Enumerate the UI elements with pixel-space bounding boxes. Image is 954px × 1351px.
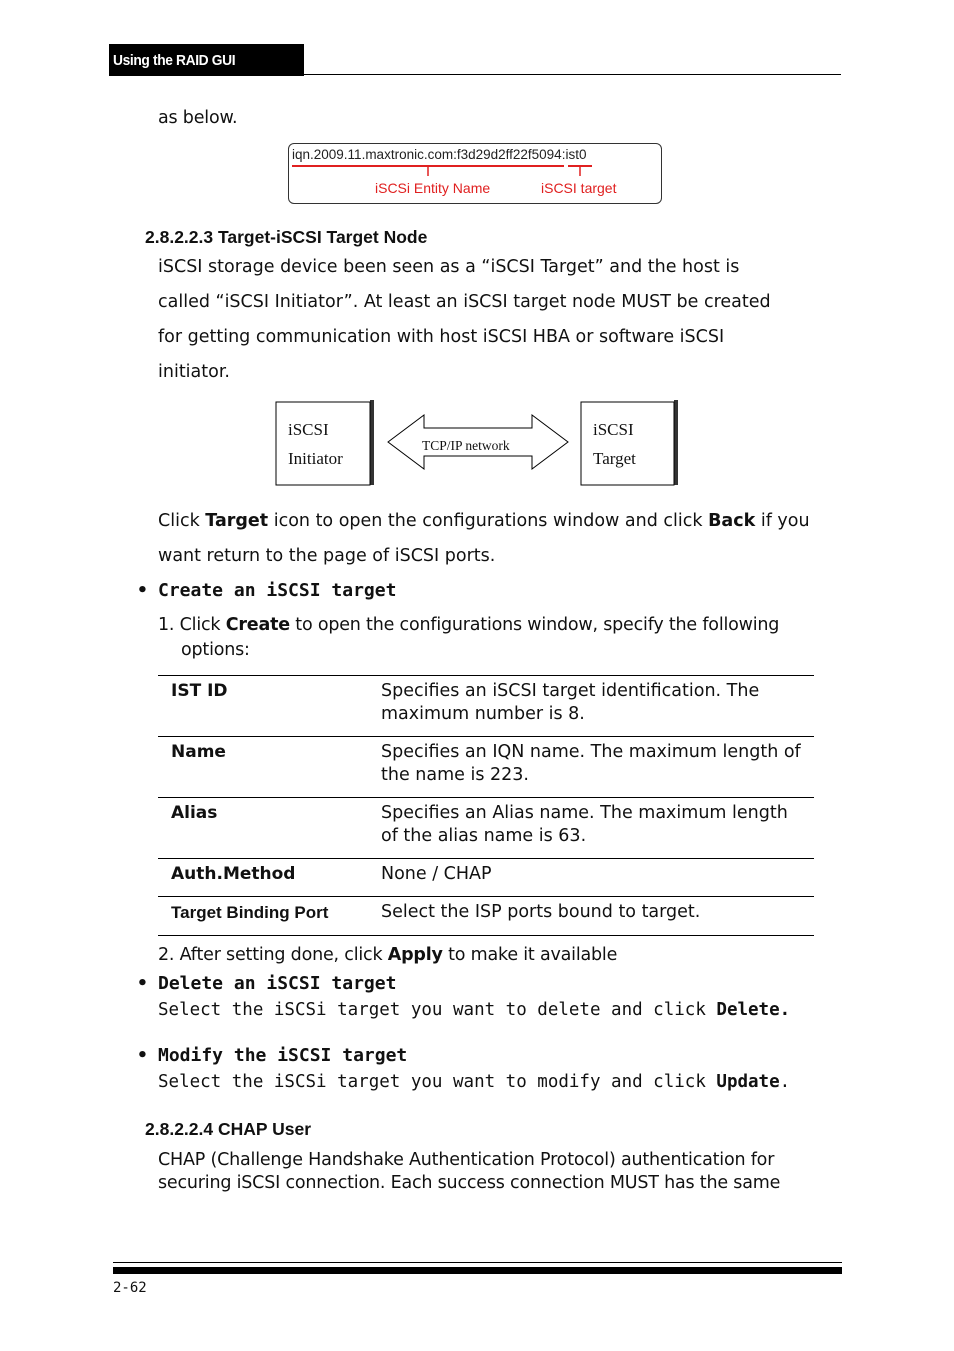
delete-text [158,1000,790,1020]
page-number: 2-62 [113,1280,147,1296]
delete-bullet-title: Delete an iSCSI target [158,973,397,994]
footer-rule-thick [113,1267,842,1274]
intro-text: as below. [158,108,238,128]
bullet-dot: • [137,973,148,994]
click-text: icon to open the configurations window and click [268,511,709,531]
step-text: 2. After setting done, click [158,945,388,965]
chap-paragraph [158,1149,848,1195]
modify-tail: . [779,1072,791,1092]
section-2823-paragraph [158,250,848,390]
header-title: Using the RAID GUI [113,52,236,69]
target-label [593,415,636,473]
option-key: Alias [158,798,381,859]
para-line: iSCSI storage device been seen as a “iSCSI Target” and the host is [158,257,740,277]
option-key: Target Binding Port [158,897,381,936]
header-tab [109,44,304,76]
table-row [158,798,814,859]
click-text: if you [755,511,810,531]
iqn-label-target: iSCSI target [541,180,617,196]
initiator-label [288,415,343,473]
apply-keyword: Apply [387,945,443,965]
step-text: 1. Click [158,615,226,635]
table-row [158,897,814,936]
create-bullet-title: Create an iSCSI target [158,580,397,601]
step-text: to open the configurations window, specify the following [289,615,780,635]
bullet-dot: • [137,580,148,601]
footer-rule-thin [113,1262,842,1263]
iqn-label-entity: iSCSi Entity Name [375,180,491,196]
delete-sentence: Select the iSCSi target you want to delete and click [158,1000,717,1020]
option-value: Specifies an iSCSI target identification. The maximum number is 8. [381,676,814,737]
target-line1: iSCSI [593,420,634,439]
create-step2 [158,945,617,965]
initiator-line2: Initiator [288,449,343,468]
create-keyword: Create [225,615,290,635]
para-line: initiator. [158,362,230,382]
step-text: options: [181,640,250,660]
target-line2: Target [593,449,636,468]
section-heading-2823: 2.8.2.2.3 Target-iSCSI Target Node [145,227,428,247]
click-paragraph [158,504,848,574]
update-keyword: Update [716,1072,780,1092]
initiator-line1: iSCSI [288,420,329,439]
table-row [158,859,814,897]
options-table [158,675,814,936]
create-step1 [158,613,848,663]
chap-line: CHAP (Challenge Handshake Authentication Protocol) authentication for [158,1150,775,1170]
option-value: Specifies an Alias name. The maximum length of the alias name is 63. [381,798,814,859]
modify-bullet-title: Modify the iSCSI target [158,1045,408,1066]
table-row [158,737,814,798]
para-line: called “iSCSI Initiator”. At least an iSCSI target node MUST be created [158,292,771,312]
delete-keyword: Delete. [716,1000,791,1020]
option-key: Name [158,737,381,798]
section-heading-2824: 2.8.2.2.4 CHAP User [145,1119,312,1139]
iqn-string: iqn.2009.11.maxtronic.com:f3d29d2ff22f5094:ist0 [292,147,587,162]
target-keyword: Target [205,511,269,531]
modify-text [158,1072,790,1092]
step-text: to make it available [442,945,618,965]
chap-line: securing iSCSI connection. Each success connection MUST has the same [158,1173,781,1193]
tcpip-label: TCP/IP network [422,438,510,453]
modify-sentence: Select the iSCSi target you want to modify and click [158,1072,717,1092]
option-key: Auth.Method [158,859,381,897]
para-line: for getting communication with host iSCSI HBA or software iSCSI [158,327,725,347]
back-keyword: Back [708,511,756,531]
option-value: Select the ISP ports bound to target. [381,897,814,936]
header-rule [109,74,841,75]
option-value: None / CHAP [381,859,814,897]
click-line2: want return to the page of iSCSI ports. [158,546,496,566]
option-key: IST ID [158,676,381,737]
bullet-dot: • [137,1045,148,1066]
table-row [158,676,814,737]
option-value: Specifies an IQN name. The maximum length of the name is 223. [381,737,814,798]
click-text: Click [158,511,206,531]
